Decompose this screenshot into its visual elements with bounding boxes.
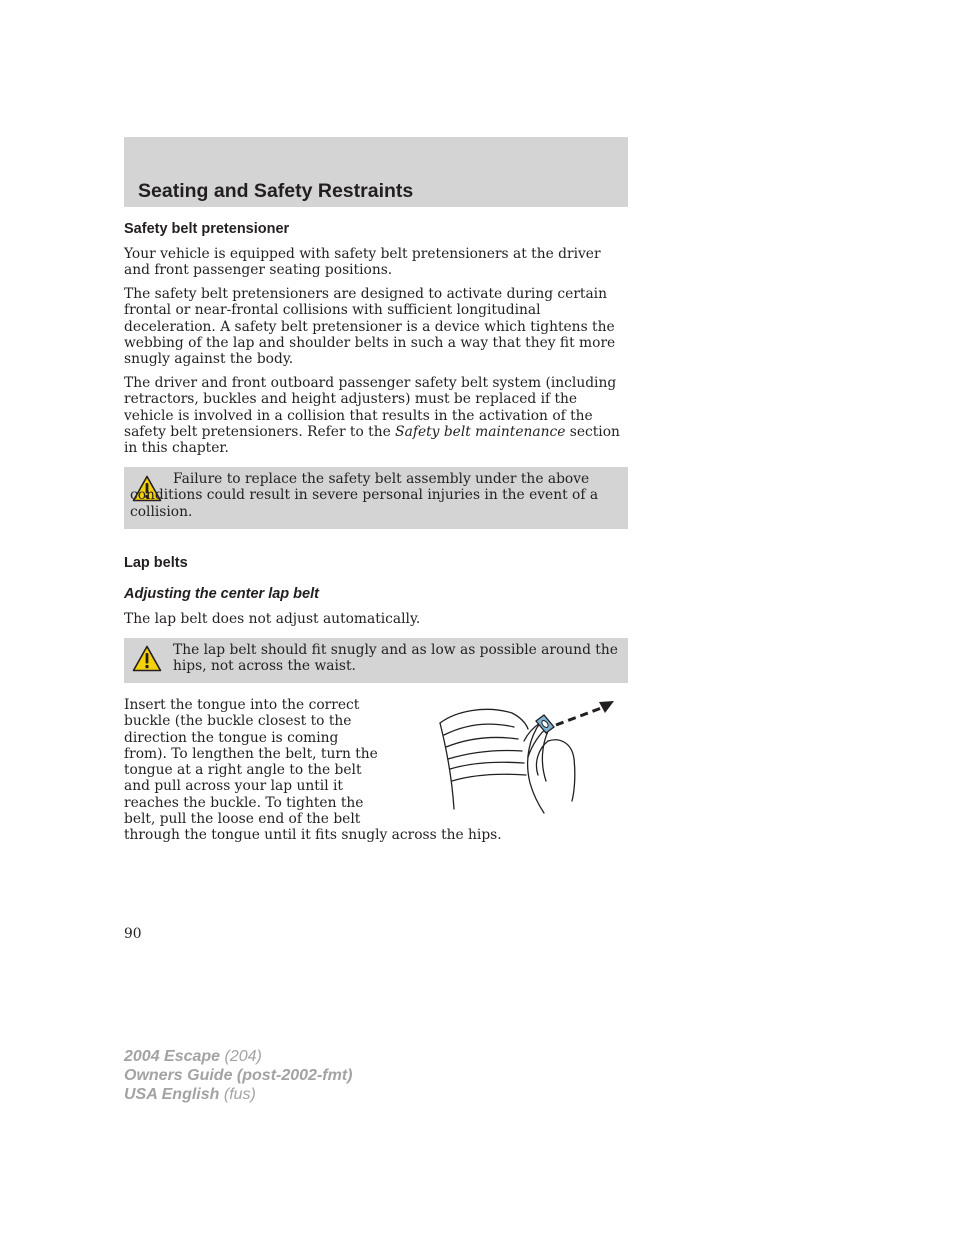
pretensioner-warning-box: [124, 467, 628, 529]
belt-tongue: [536, 715, 554, 733]
section-header: [124, 137, 628, 207]
pretensioner-warning-text: Failure to replace the safety belt assembly under the above conditions could result in severe personal injuries in the event of a collision.: [130, 471, 599, 520]
lap-belts-heading: Lap belts: [124, 555, 188, 571]
maintenance-reference: Safety belt maintenance: [395, 423, 566, 440]
section-title: Seating and Safety Restraints: [138, 180, 414, 202]
document-footer: 2004 Escape (204) Owners Guide (post-2002-fmt) USA English (fus): [124, 1048, 353, 1103]
pretensioner-paragraph-1: Your vehicle is equipped with safety belt pretensioners at the driver and front passenger seating positions.: [124, 246, 601, 279]
lap-belt-warning-box: [124, 638, 628, 683]
lap-belt-paragraph-1: The lap belt does not adjust automatically.: [124, 611, 421, 627]
lap-belt-instructions: Insert the tongue into the correct buckle (the buckle closest to the direction the tongue is coming from). To lengthen the belt, turn the tongue at a right angle to the belt and pull across your lap until it reaches the buckle. To tighten the belt, pull the loose end of the belt through the tongue until it fits snugly across the hips.: [124, 697, 502, 844]
page-number: 90: [124, 926, 142, 942]
warning-triangle-icon: [132, 645, 162, 672]
pretensioner-paragraph-2: The safety belt pretensioners are designed to activate during certain frontal or near-frontal collisions with sufficient longitudinal deceleration. A safety belt pretensioner is a device which tightens the webbing of the lap and shoulder belts in such a way that they fit more snugly against the body.: [124, 286, 616, 368]
pull-direction-arrow: [556, 701, 614, 725]
lap-belt-warning-text: The lap belt should fit snugly and as low as possible around the hips, not across the waist.: [173, 642, 618, 675]
center-lap-belt-subheading: Adjusting the center lap belt: [124, 586, 319, 602]
pretensioner-paragraph-3: The driver and front outboard passenger safety belt system (including retractors, buckles and height adjusters) must be replaced if the vehicle is involved in a collision that results in the activation of the safety belt pretensioners. Refer to the Safety belt maintenance section in this chapter.: [124, 375, 620, 457]
pretensioner-heading: Safety belt pretensioner: [124, 221, 290, 237]
